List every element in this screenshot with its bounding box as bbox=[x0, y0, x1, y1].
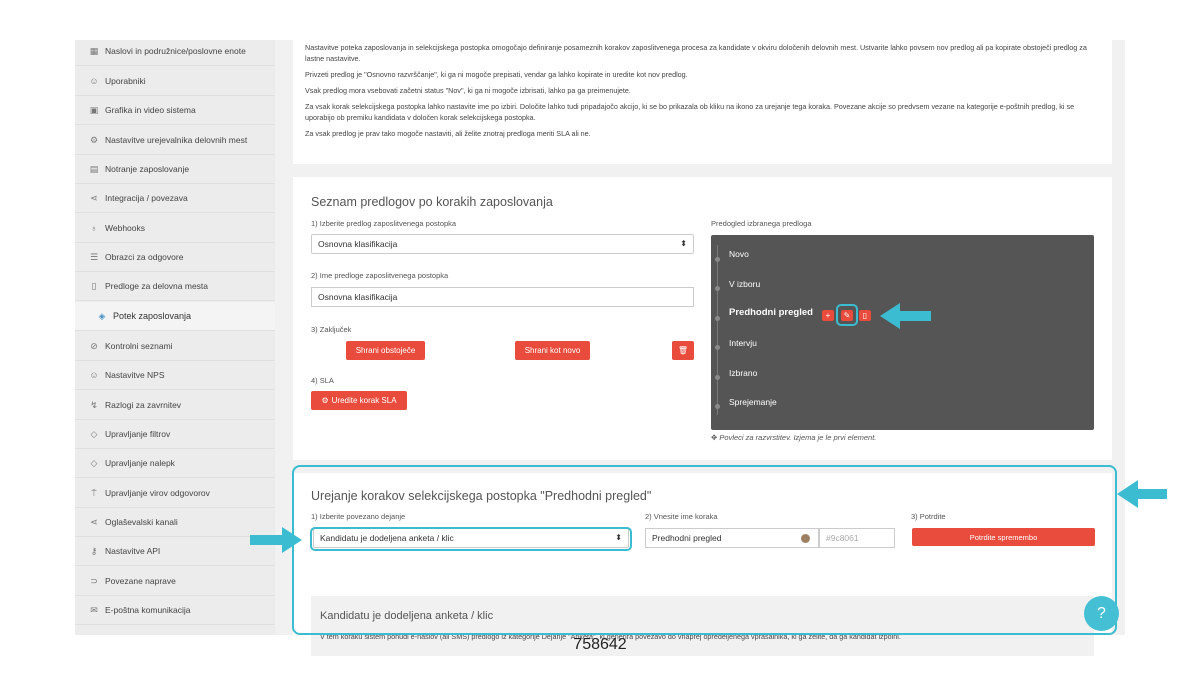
save-as-new-button[interactable]: Shrani kot novo bbox=[515, 341, 590, 360]
sidebar-item-rejection-reasons[interactable]: ↯ Razlogi za zavrnitev bbox=[75, 391, 275, 420]
preview-label: Predogled izbranega predloga bbox=[711, 219, 812, 228]
sidebar-item-users[interactable]: ☺ Uporabniki bbox=[75, 67, 275, 96]
list-icon: ☰ bbox=[89, 251, 99, 262]
info-paragraph: Nastavitve poteka zaposlovanja in selekcijskega postopka omogočajo definiranje posameznih korakov zaposlitvenega procesa za kandidate v okviru določenih delovnih mest. Ustvarite lahko povsem nov predlog ali pa kopirate obstoječi predlog za lastne nastavitve. bbox=[305, 43, 1087, 63]
templates-title: Seznam predlogov po korakih zaposlovanja bbox=[311, 195, 553, 209]
tag-icon: ◇ bbox=[90, 428, 98, 439]
sidebar-item-job-templates[interactable]: ▯ Predloge za delovna mesta bbox=[75, 272, 275, 301]
signpost-icon: ⍑ bbox=[91, 487, 97, 498]
step-name-label: 2) Vnesite ime koraka bbox=[645, 512, 718, 521]
action-label: 1) Izberite povezano dejanje bbox=[311, 512, 406, 521]
sidebar-item-api[interactable]: ⚷ Nastavitve API bbox=[75, 537, 275, 566]
edit-sla-button[interactable]: ⚙ Uredite korak SLA bbox=[311, 391, 407, 410]
share-icon: ⋖ bbox=[90, 192, 98, 203]
trash-icon: ▯ bbox=[862, 311, 868, 320]
template-name-input[interactable]: Osnovna klasifikacija bbox=[311, 287, 694, 307]
key-icon: ⚷ bbox=[90, 545, 98, 556]
image-icon: ▣ bbox=[89, 104, 99, 115]
stage-item-selected[interactable]: Predhodni pregled bbox=[729, 307, 813, 318]
sidebar-item-editor-settings[interactable]: ⚙ Nastavitve urejevalnika delovnih mest bbox=[75, 126, 275, 155]
confirm-change-button[interactable]: Potrdite spremembo bbox=[912, 528, 1095, 546]
stage-dot bbox=[715, 316, 720, 321]
move-icon: ✥ bbox=[711, 433, 718, 442]
sidebar-item-webhooks[interactable]: ♁ Webhooks bbox=[75, 214, 275, 243]
drag-hint: ✥ Povleci za razvrstitev. Izjema je le prvi element. bbox=[711, 433, 877, 442]
template-preview bbox=[711, 235, 1094, 430]
info-panel bbox=[293, 40, 1112, 164]
template-select[interactable]: Osnovna klasifikacija ⬍ bbox=[311, 234, 694, 254]
select-arrow-icon: ⬍ bbox=[680, 239, 687, 248]
sidebar-item-addresses[interactable]: ▦ Naslovi in podružnice/poslovne enote bbox=[75, 37, 275, 66]
sla-label: 4) SLA bbox=[311, 376, 334, 385]
sidebar-item-internal-hiring[interactable]: ▤ Notranje zaposlovanje bbox=[75, 155, 275, 184]
action-select[interactable]: Kandidatu je dodeljena anketa / klic ⬍ bbox=[313, 528, 629, 548]
timeline-line bbox=[717, 245, 718, 415]
color-hex-input[interactable]: #9c8061 bbox=[819, 528, 895, 548]
check-circle-icon: ⊘ bbox=[90, 340, 98, 351]
sidebar-item-email[interactable]: ✉ E-poštna komunikacija bbox=[75, 596, 275, 625]
stage-dot bbox=[715, 286, 720, 291]
arrow-right-icon bbox=[250, 527, 302, 553]
edit-title: Urejanje korakov selekcijskega postopka "Predhodni pregled" bbox=[311, 489, 652, 503]
sidebar-item-devices[interactable]: ⊃ Povezane naprave bbox=[75, 567, 275, 596]
info-paragraph: Za vsak korak selekcijskega postopka lahko nastavite ime po izbiri. Določite lahko tudi pripadajočo akcijo, ki se bo prikazala ob kliku na ikono za urejanje tega koraka. Povezane akcije so predvsem vezane na kategorije e-poštnih predlog, ki se uporabijo ob premiku kandidata v določen korak selekcijskega postopka. bbox=[305, 102, 1075, 122]
save-existing-button[interactable]: Shrani obstoječe bbox=[346, 341, 425, 360]
id-card-icon: ▤ bbox=[89, 163, 99, 174]
layers-icon: ◈ bbox=[98, 310, 106, 321]
sidebar-item-filters[interactable]: ◇ Upravljanje filtrov bbox=[75, 420, 275, 449]
templates-panel bbox=[293, 177, 1112, 460]
stage-item[interactable]: Intervju bbox=[729, 338, 757, 348]
stage-dot bbox=[715, 345, 720, 350]
action-detail-text: V tem koraku sistem ponudi e-naslov (ali SMS) predlogo iz kategorije Dejanje "Anketa", ki generira povezavo do vnaprej opredeljenega vprašalnika, ki ga želite, da ga kandidat izpolni. bbox=[320, 632, 901, 641]
info-paragraph: Za vsak predlog je prav tako mogoče nastaviti, ali želite znotraj predloga meriti SLA ali ne. bbox=[305, 129, 591, 138]
link-icon: ⊃ bbox=[90, 575, 98, 586]
sidebar-item-ad-channels[interactable]: ⋖ Oglaševalski kanali bbox=[75, 508, 275, 537]
settings-sidebar bbox=[75, 40, 275, 635]
building-icon: ▦ bbox=[89, 45, 99, 56]
info-paragraph: Vsak predlog mora vsebovati začetni status "Nov", ki ga ni mogoče izbrisati, lahko pa ga preimenujete. bbox=[305, 86, 631, 95]
add-stage-button[interactable]: + bbox=[822, 310, 834, 321]
arrow-left-icon bbox=[880, 303, 932, 329]
stage-item[interactable]: V izboru bbox=[729, 279, 761, 289]
conclusion-label: 3) Zaključek bbox=[311, 325, 352, 334]
delete-template-button[interactable] bbox=[672, 341, 694, 360]
confirm-label: 3) Potrdite bbox=[911, 512, 946, 521]
template-name-label: 2) Ime predloge zaposlitvenega postopka bbox=[311, 271, 449, 280]
thumbs-down-icon: ↯ bbox=[90, 399, 98, 410]
pencil-icon: ✎ bbox=[843, 311, 851, 320]
stage-dot bbox=[715, 257, 720, 262]
sidebar-item-labels[interactable]: ◇ Upravljanje nalepk bbox=[75, 449, 275, 478]
sitemap-icon: ♁ bbox=[90, 223, 98, 233]
sidebar-item-checklists[interactable]: ⊘ Kontrolni seznami bbox=[75, 332, 275, 361]
image-caption: 758642 bbox=[573, 636, 627, 653]
stage-dot bbox=[715, 375, 720, 380]
sidebar-item-response-sources[interactable]: ⍑ Upravljanje virov odgovorov bbox=[75, 479, 275, 508]
stage-item[interactable]: Izbrano bbox=[729, 368, 758, 378]
help-button[interactable]: ? bbox=[1084, 596, 1119, 631]
sidebar-item-integration[interactable]: ⋖ Integracija / povezava bbox=[75, 184, 275, 213]
mail-icon: ✉ bbox=[90, 604, 98, 615]
edit-button-highlight bbox=[836, 304, 858, 326]
cogs-icon: ⚙ bbox=[321, 396, 329, 405]
sidebar-item-graphics[interactable]: ▣ Grafika in video sistema bbox=[75, 96, 275, 125]
arrow-left-icon bbox=[1117, 480, 1167, 508]
action-detail-title: Kandidatu je dodeljena anketa / klic bbox=[320, 610, 494, 622]
trash-icon: 🗑 bbox=[677, 346, 689, 355]
step-name-input[interactable]: Predhodni pregled bbox=[645, 528, 819, 548]
select-arrow-icon: ⬍ bbox=[615, 533, 622, 542]
info-paragraph: Privzeti predlog je "Osnovno razvrščanje", ki ga ni mogoče prepisati, vendar ga lahko kopirate in uredite kot nov predlog. bbox=[305, 70, 688, 79]
share-icon: ⋖ bbox=[90, 516, 98, 527]
cogs-icon: ⚙ bbox=[89, 134, 99, 145]
sidebar-item-recruitment-flow[interactable]: ◈ Potek zaposlovanja bbox=[75, 302, 275, 331]
template-select-label: 1) Izberite predlog zaposlitvenega postopka bbox=[311, 219, 457, 228]
sidebar-item-nps[interactable]: ☺ Nastavitve NPS bbox=[75, 361, 275, 390]
sidebar-item-response-forms[interactable]: ☰ Obrazci za odgovore bbox=[75, 243, 275, 272]
file-icon: ▯ bbox=[91, 280, 97, 291]
users-icon: ☺ bbox=[89, 76, 99, 86]
tag-icon: ◇ bbox=[90, 457, 98, 468]
stage-item[interactable]: Sprejemanje bbox=[729, 397, 777, 407]
stage-dot bbox=[715, 404, 720, 409]
delete-stage-button[interactable] bbox=[859, 310, 871, 321]
users-icon: ☺ bbox=[89, 370, 99, 380]
action-select-highlight bbox=[310, 527, 632, 551]
stage-item[interactable]: Novo bbox=[729, 249, 749, 259]
